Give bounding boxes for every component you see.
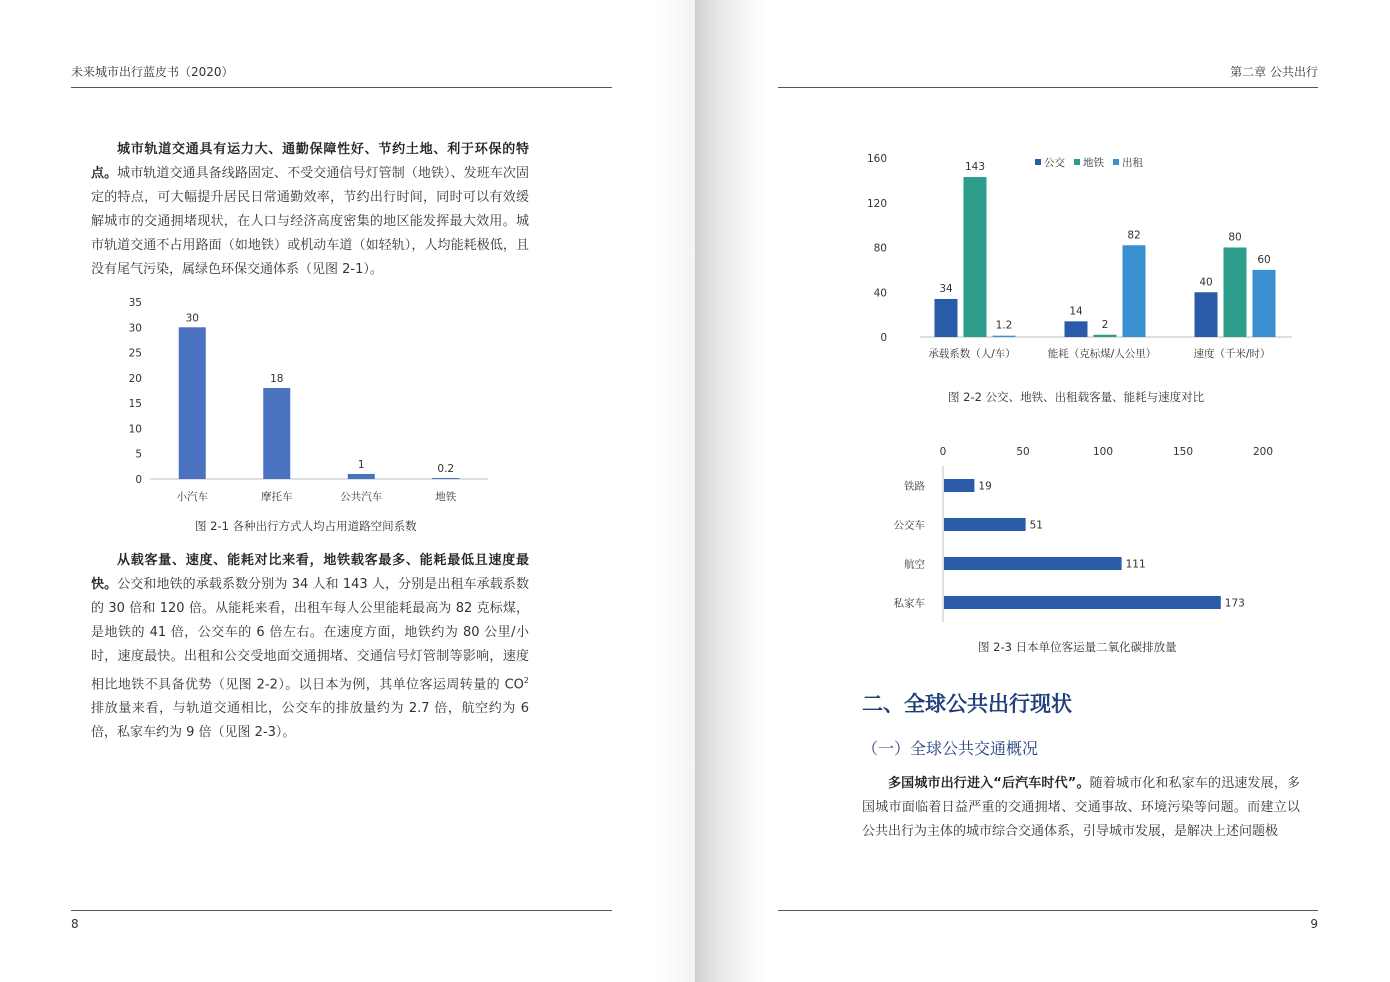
footer-rule-right <box>778 910 1318 911</box>
bar-出租 <box>1253 270 1276 337</box>
x-tick-label: 0 <box>939 446 947 458</box>
bar-地铁 <box>964 177 987 337</box>
bar <box>944 557 1122 570</box>
running-head-right: 第二章 公共出行 <box>1230 65 1318 79</box>
bar <box>944 479 974 492</box>
subsection-title: （一）全球公共交通概况 <box>862 739 1039 758</box>
header-rule-right <box>778 87 1318 88</box>
section-title: 二、全球公共出行现状 <box>862 692 1072 716</box>
data-label: 51 <box>1029 519 1043 532</box>
data-label: 40 <box>1199 276 1213 289</box>
data-label: 143 <box>964 161 986 174</box>
legend-label: 地铁 <box>1083 157 1104 169</box>
y-tick-label: 航空 <box>904 558 925 571</box>
x-tick-label: 100 <box>1092 446 1114 458</box>
chart-road-space <box>110 292 500 507</box>
data-label: 2 <box>1101 318 1109 331</box>
bar-公交 <box>1065 321 1088 337</box>
bar-公交 <box>935 299 958 337</box>
x-tick-label: 50 <box>1016 446 1030 458</box>
y-tick-label: 25 <box>128 347 142 360</box>
x-tick-label: 地铁 <box>435 491 457 503</box>
paragraph-lead-bold: 城市轨道交通具有运力大、通勤保障性好、节约土地、利于环保的特点。 <box>91 142 529 181</box>
y-tick-label: 10 <box>128 423 142 436</box>
data-label: 0.2 <box>437 462 455 475</box>
data-label: 82 <box>1127 229 1141 242</box>
bar <box>179 327 206 479</box>
y-tick-label: 120 <box>866 197 887 210</box>
bar-出租 <box>1123 245 1146 337</box>
paragraph-body-end: 排放量来看，与轨道交通相比，公交车的排放量约为 2.7 倍，航空约为 6 倍，私家车约为 9 倍（见图 2-3）。 <box>91 701 529 741</box>
y-tick-label: 0 <box>880 332 887 344</box>
bar <box>432 478 459 479</box>
footer-rule-left <box>71 910 612 911</box>
paragraph-rail-transit <box>91 138 529 282</box>
chart-co2-emission <box>885 440 1285 625</box>
data-label: 60 <box>1257 253 1271 266</box>
running-head-left: 未来城市出行蓝皮书（2020） <box>71 65 234 79</box>
legend-swatch <box>1035 159 1041 165</box>
bar-地铁 <box>1094 335 1117 337</box>
book-gutter-shadow-right <box>695 0 765 982</box>
y-tick-label: 公交车 <box>893 519 925 532</box>
figure-caption: 图 2-1 各种出行方式人均占用道路空间系数 <box>195 519 417 533</box>
data-label: 34 <box>939 282 953 295</box>
bar <box>944 596 1221 609</box>
page-number-right: 9 <box>1310 917 1318 931</box>
data-label: 80 <box>1228 231 1242 244</box>
data-label: 111 <box>1125 558 1146 571</box>
bar-出租 <box>993 336 1016 337</box>
legend-swatch <box>1113 159 1119 165</box>
paragraph-body: 城市轨道交通具备线路固定、不受交通信号灯管制（地铁）、发班车次固定的特点，可大幅提升居民日常通勤效率，节约出行时间，同时可以有效缓解城市的交通拥堵现状，在人口与经济高度密集的地区能发挥最大效用。城市轨道交通不占用路面（如地铁）或机动车道（如轻轨），人均能耗极低，且没有尾气污染，属绿色环保交通体系（见图 2-1）。 <box>91 166 529 277</box>
paragraph-body: 随着城市化和私家车的迅速发展，多国城市面临着日益严重的交通拥堵、交通事故、环境污染等问题。而建立以公共出行为主体的城市综合交通体系，引导城市发展，是解决上述问题极 <box>862 776 1300 839</box>
bar-公交 <box>1195 292 1218 337</box>
data-label: 19 <box>978 480 992 493</box>
bar <box>263 388 290 479</box>
data-label: 1 <box>357 458 365 471</box>
paragraph-lead-bold: 多国城市出行进入“后汽车时代”。 <box>888 776 1090 791</box>
x-tick-label: 速度（千米/时） <box>1193 348 1271 360</box>
x-tick-label: 摩托车 <box>261 491 293 503</box>
page-number-left: 8 <box>71 917 79 931</box>
figure-caption: 图 2-2 公交、地铁、出租载客量、能耗与速度对比 <box>948 390 1205 404</box>
y-tick-label: 160 <box>866 153 887 165</box>
y-tick-label: 30 <box>128 322 142 335</box>
legend-swatch <box>1074 159 1080 165</box>
book-gutter-shadow-left <box>655 0 695 982</box>
y-tick-label: 15 <box>128 398 142 411</box>
header-rule-left <box>71 87 612 88</box>
x-tick-label: 小汽车 <box>176 491 208 503</box>
paragraph-comparison <box>91 549 529 745</box>
figure-caption: 图 2-3 日本单位客运量二氧化碳排放量 <box>978 640 1177 654</box>
data-label: 14 <box>1069 305 1083 318</box>
y-tick-label: 40 <box>873 287 887 300</box>
y-tick-label: 0 <box>135 474 142 486</box>
chart-capacity-energy-speed <box>855 148 1305 368</box>
legend-label: 出租 <box>1122 157 1143 169</box>
y-tick-label: 20 <box>128 372 142 385</box>
paragraph-body: 公交和地铁的承载系数分别为 34 人和 143 人，分别是出租车承载系数的 30 倍和 120 倍。从能耗来看，出租车每人公里能耗最高为 82 克标煤，是地铁的 41 倍，公交车的 6 倍左右。在速度方面，地铁约为 80 公里/小时，速度最快。出租和公交受地面交通拥堵、交通信号灯管制等影响，速度相比地铁不具备优势（见图 2-2）。以日本为例，其单位客运周转量的 CO <box>91 577 529 693</box>
data-label: 18 <box>270 372 284 385</box>
y-tick-label: 私家车 <box>893 597 925 610</box>
x-tick-label: 200 <box>1252 446 1274 458</box>
bar <box>944 518 1026 531</box>
x-tick-label: 150 <box>1172 446 1194 458</box>
bar <box>348 474 375 479</box>
y-tick-label: 80 <box>873 242 887 255</box>
data-label: 1.2 <box>995 319 1013 332</box>
x-tick-label: 公共汽车 <box>340 491 383 503</box>
x-tick-label: 承载系数（人/车） <box>928 348 1016 360</box>
y-tick-label: 35 <box>128 297 142 309</box>
co2-subscript: 2 <box>523 676 529 685</box>
x-tick-label: 能耗（克标煤/人公里） <box>1047 348 1157 360</box>
y-tick-label: 铁路 <box>904 480 925 493</box>
paragraph-lead-bold: 从载客量、速度、能耗对比来看，地铁载客最多、能耗最低且速度最快。 <box>91 553 529 592</box>
data-label: 30 <box>185 312 199 325</box>
bar-地铁 <box>1224 248 1247 338</box>
legend-label: 公交 <box>1044 157 1065 169</box>
paragraph-post-car-era <box>862 772 1300 844</box>
right-page <box>695 0 1390 982</box>
data-label: 173 <box>1224 597 1245 610</box>
y-tick-label: 5 <box>135 448 142 461</box>
